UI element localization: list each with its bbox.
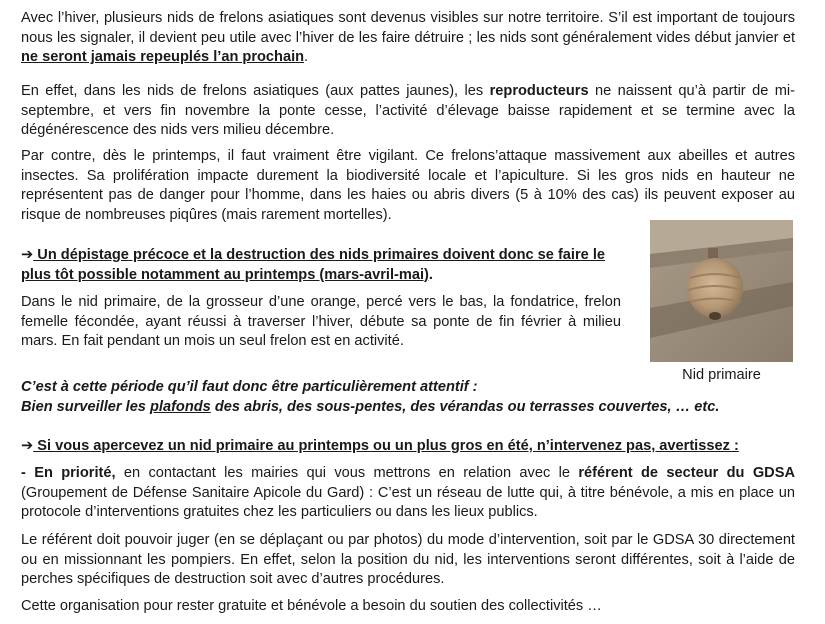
priority-lead: - En priorité, (21, 465, 116, 481)
primary-nest-photo (650, 220, 793, 362)
breeding-paragraph: En effet, dans les nids de frelons asiatiques (aux pattes jaunes), les reproducteurs ne naissent qu’à partir de mi-septembre, et vers fin novembre la ponte cesse, l’activité d’élevage baisse rapidement et se termine avec la dégénérescence des nids vers milieu décembre. (21, 83, 795, 139)
primary-nest-heading: ➔ Un dépistage précoce et la destruction des nids primaires doivent donc se faire le plus tôt possible notamment au printemps (mars-avril-mai). (21, 247, 605, 283)
attention-line: C’est à cette période qu’il faut donc être particulièrement attentif : (21, 379, 478, 395)
primary-nest-paragraph: Dans le nid primaire, de la grosseur d’une orange, percé vers le bas, la fondatrice, frelon femelle fécondée, ayant réussi à traverser l’hiver, débute sa ponte de fin février à milieu mars. En fait pendant un mois un seul frelon est en activité. (21, 294, 621, 350)
intro-paragraph: Avec l’hiver, plusieurs nids de frelons asiatiques sont devenus visibles sur notre territoire. S’il est important de toujours nous les signaler, il devient peu utile avec l’hiver de les faire détruire ; les nids sont généralement vides début janvier et ne seront jamais repeuplés l’an prochain. (21, 10, 795, 66)
emphasis-not-repopulated: ne seront jamais repeuplés l’an prochain (21, 49, 305, 66)
plafonds-emphasis: plafonds (149, 399, 211, 415)
surveillance-line: Bien surveiller les plafonds des abris, des sous-pentes, des vérandas ou terrasses couvertes, … etc. (21, 399, 720, 415)
spring-paragraph: Par contre, dès le printemps, il faut vraiment être vigilant. Ce frelons’attaque massivement aux abeilles et autres insectes. Sa prolifération impacte durement la biodiversité locale et l’apiculture. Si les gros nids en hauteur ne représentent pas de danger pour l’homme, dans les haies ou abris divers (5 à 10% des cas) ils peuvent exposer au risque de nombreuses piqûres (mais rarement mortelles). (21, 148, 795, 223)
referent-paragraph: Le référent doit pouvoir juger (en se déplaçant ou par photos) du mode d’intervention, soit par le GDSA 30 directement ou en missionnant les pompiers. En effet, selon la position du nid, les interventions seront différentes, soit à l’aide de perches spécifiques de destruction soit avec d’autres procédures. (21, 532, 795, 588)
gdsa-referent-emphasis: référent de secteur du GDSA (578, 465, 795, 481)
priority-paragraph: - En priorité, en contactant les mairies qui vous mettrons en relation avec le référent de secteur du GDSA (Groupement de Défense Sanitaire Apicole du Gard) : C’est un réseau de lutte qui, à titre bénévole, a mis en place un protocole d’interventions gratuites chez les particuliers ou dans les lieux publics. (21, 465, 795, 521)
arrow-right-icon: ➔ (21, 438, 34, 454)
emphasis-reproducteurs: reproducteurs (489, 83, 589, 99)
photo-caption: Nid primaire (682, 367, 761, 383)
warning-heading: ➔ Si vous apercevez un nid primaire au printemps ou un plus gros en été, n’intervenez pas, avertissez : (21, 438, 739, 454)
closing-paragraph: Cette organisation pour rester gratuite et bénévole a besoin du soutien des collectivités … (21, 598, 602, 614)
arrow-right-icon: ➔ (21, 247, 34, 263)
